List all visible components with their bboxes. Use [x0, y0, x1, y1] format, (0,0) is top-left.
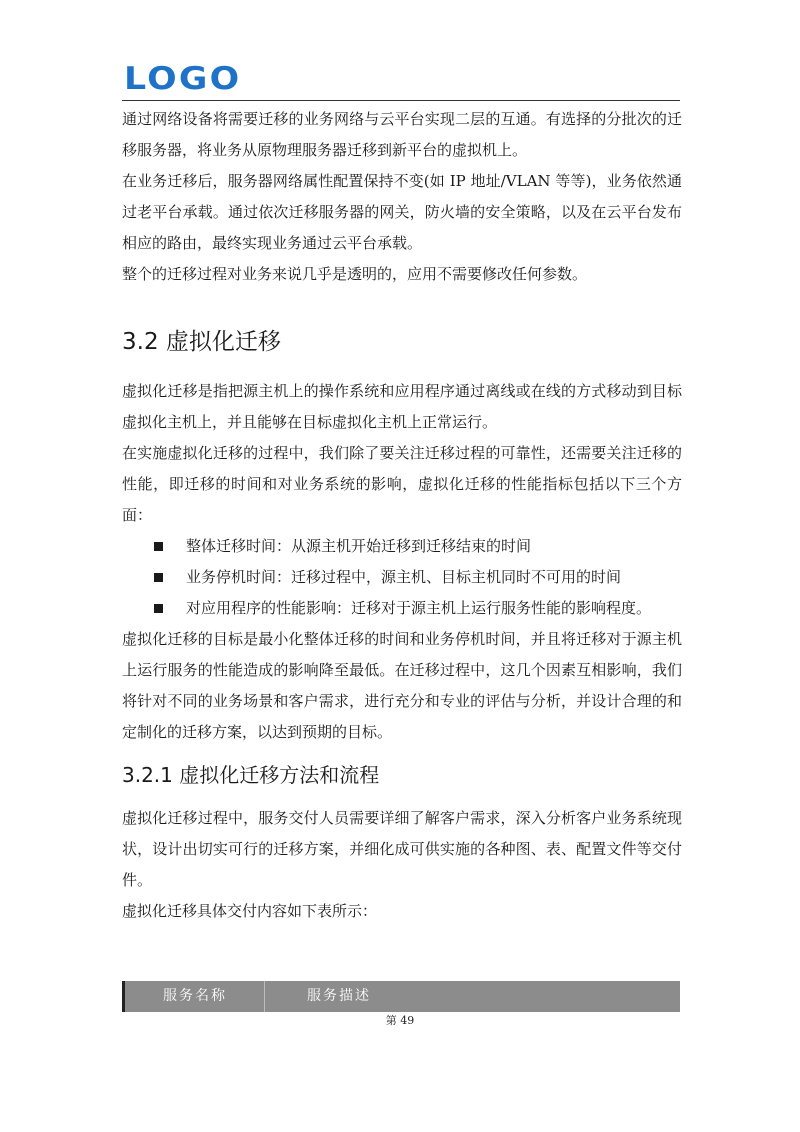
delivery-table-header: [122, 981, 680, 1012]
header-divider: [122, 100, 680, 101]
section-3-2-1-paragraph-2: 虚拟化迁移具体交付内容如下表所示：: [122, 902, 378, 920]
section-3-2-paragraph-2: 在实施虚拟化迁移的过程中，我们除了要关注迁移过程的可靠性，还需要关注迁移的性能，即迁移的时间和对业务系统的影响，虚拟化迁移的性能指标包括以下三个方面：: [122, 444, 682, 524]
document-body: [122, 104, 682, 927]
metrics-list: [122, 531, 682, 624]
section-3-2-paragraph-1: 虚拟化迁移是指把源主机上的操作系统和应用程序通过离线或在线的方式移动到目标虚拟化主机上，并且能够在目标虚拟化主机上正常运行。: [122, 382, 682, 431]
list-item: [152, 593, 682, 624]
list-item: [152, 562, 682, 593]
list-item-text: 整体迁移时间：从源主机开始迁移到迁移结束的时间: [186, 537, 532, 555]
page-number: 第 49: [385, 1014, 415, 1027]
square-bullet-icon: [154, 542, 163, 551]
list-item-text: 业务停机时间：迁移过程中，源主机、目标主机同时不可用的时间: [186, 568, 622, 586]
intro-paragraph-1: 通过网络设备将需要迁移的业务网络与云平台实现二层的互通。有选择的分批次的迁移服务器，将业务从原物理服务器迁移到新平台的虚拟机上。: [122, 110, 682, 159]
logo: LOGO: [124, 61, 242, 97]
section-heading-3-2: 3.2 虚拟化迁移: [122, 329, 281, 355]
intro-paragraph-2: 在业务迁移后，服务器网络属性配置保持不变(如 IP 地址/VLAN 等等)，业务依然通过老平台承载。通过依次迁移服务器的网关，防火墙的安全策略，以及在云平台发布相应的路由，最终实现业务通过云平台承载。: [122, 172, 682, 252]
list-item-text: 对应用程序的性能影响：迁移对于源主机上运行服务性能的影响程度。: [186, 599, 652, 617]
section-3-2-1-paragraph-1: 虚拟化迁移过程中，服务交付人员需要详细了解客户需求，深入分析客户业务系统现状，设计出切实可行的迁移方案，并细化成可供实施的各种图、表、配置文件等交付件。: [122, 809, 682, 889]
section-3-2-closing-paragraph: 虚拟化迁移的目标是最小化整体迁移的时间和业务停机时间，并且将迁移对于源主机上运行服务的性能造成的影响降至最低。在迁移过程中，这几个因素互相影响，我们将针对不同的业务场景和客户需求，进行充分和专业的评估与分析，并设计合理的和定制化的迁移方案，以达到预期的目标。: [122, 630, 682, 741]
section-heading-3-2-1: 3.2.1 虚拟化迁移方法和流程: [122, 763, 380, 787]
table-header-service-name: 服务名称: [125, 981, 265, 1012]
square-bullet-icon: [154, 604, 163, 613]
intro-paragraph-3: 整个的迁移过程对业务来说几乎是透明的，应用不需要修改任何参数。: [122, 265, 588, 283]
table-header-service-description: 服务描述: [307, 988, 371, 1004]
square-bullet-icon: [154, 573, 163, 582]
list-item: [152, 531, 682, 562]
